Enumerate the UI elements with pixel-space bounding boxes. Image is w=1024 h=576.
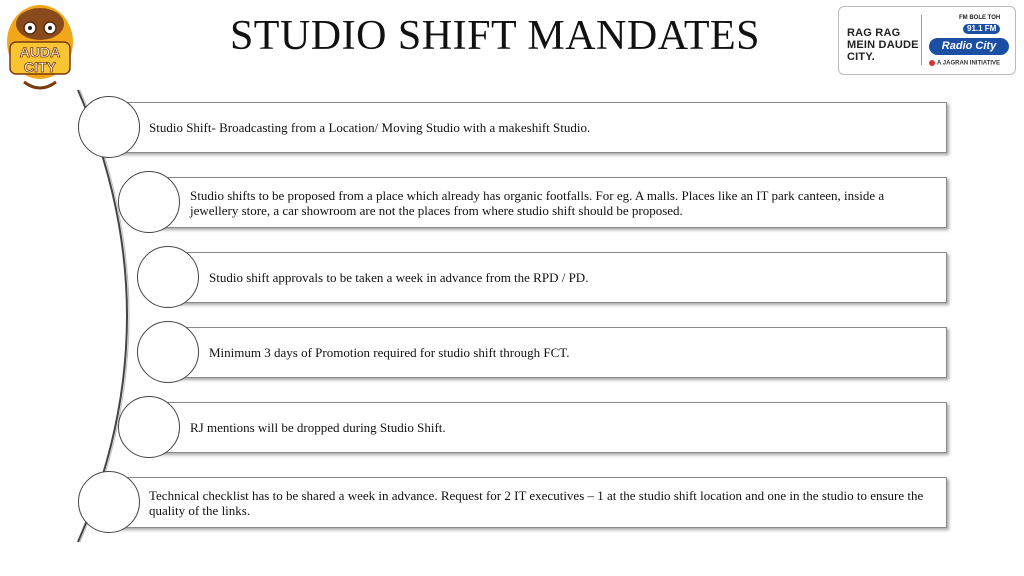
page-title: STUDIO SHIFT MANDATES xyxy=(229,13,761,59)
timeline-node-4 xyxy=(137,321,199,383)
frequency-badge: 91.1 FM xyxy=(963,24,1000,34)
mandate-box-6 xyxy=(108,477,947,528)
timeline-node-3 xyxy=(137,246,199,308)
fm-bole-toh-text: FM BOLE TOH xyxy=(959,15,1001,21)
timeline-node-5 xyxy=(118,396,180,458)
mandate-text-3: Studio shift approvals to be taken a week in advance from the RPD / PD. xyxy=(209,270,589,285)
mandate-text-1: Studio Shift- Broadcasting from a Location/ Moving Studio with a makeshift Studio. xyxy=(149,120,591,135)
mandate-text-2: Studio shifts to be proposed from a place which already has organic footfalls. For eg. A malls. Places like an IT park canteen, inside a jewellery store, a car showroom are not the places from where studio shift should be proposed. xyxy=(190,187,885,218)
timeline-node-2 xyxy=(118,171,180,233)
logo-word-city: CITY xyxy=(24,59,56,75)
logo-word-auda: AUDA xyxy=(19,44,61,60)
timeline-node-6 xyxy=(78,471,140,533)
mandate-text-5: RJ mentions will be dropped during Studio Shift. xyxy=(190,420,446,435)
jagran-text: A JAGRAN INITIATIVE xyxy=(937,60,1001,67)
station-name: Radio City xyxy=(929,38,1009,55)
timeline-node-1 xyxy=(78,96,140,158)
mandate-text-4: Minimum 3 days of Promotion required for studio shift through FCT. xyxy=(209,345,570,360)
mandate-text-6: Technical checklist has to be shared a week in advance. Request for 2 IT executives – 1 at the studio shift location and one in the studio to ensure the quality of the links. xyxy=(149,487,924,518)
mandate-box-3 xyxy=(168,252,947,303)
mandate-box-5 xyxy=(149,402,947,453)
mandate-box-4 xyxy=(168,327,947,378)
brand-tagline: RAG RAG MEIN DAUDE CITY. xyxy=(847,27,919,63)
mandate-box-2 xyxy=(149,177,947,228)
mandate-box-1 xyxy=(108,102,947,153)
